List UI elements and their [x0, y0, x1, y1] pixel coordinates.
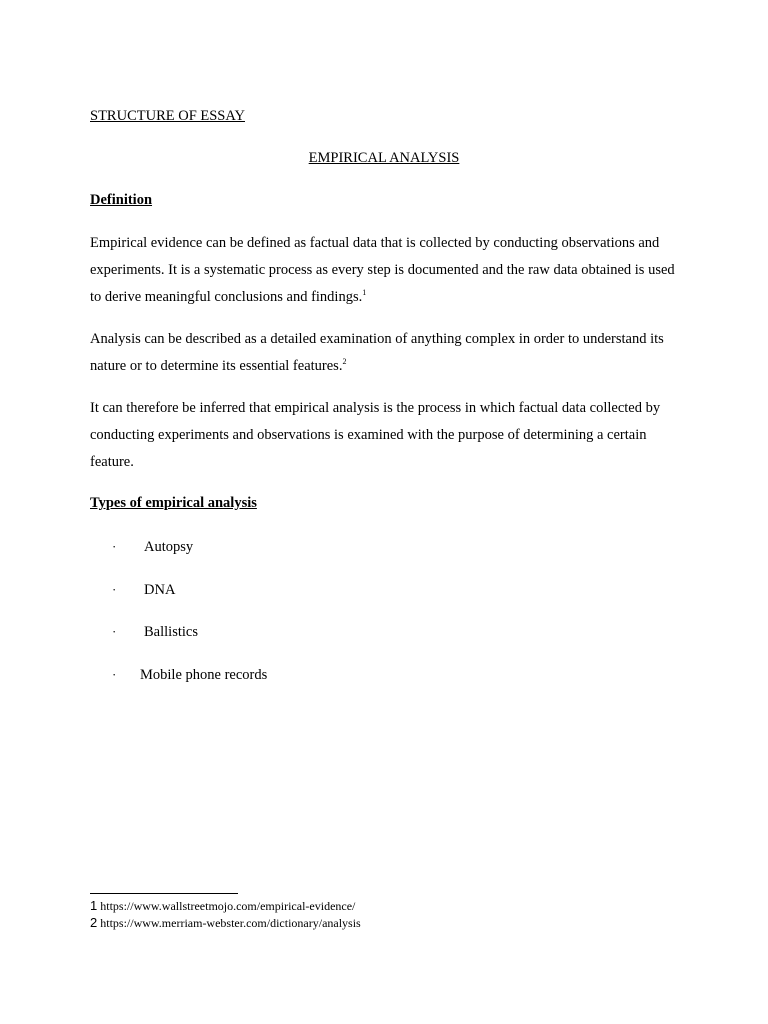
list-item-label: Mobile phone records: [140, 667, 268, 683]
types-heading: Types of empirical analysis: [90, 495, 257, 511]
bullet-icon: ·: [112, 624, 117, 639]
paragraph-text: Analysis can be described as a detailed examination of anything complex in order to understand its nature or to determine its essential features.: [90, 331, 664, 374]
section-title: EMPIRICAL ANALYSIS: [308, 150, 460, 166]
list-item-label: DNA: [144, 582, 176, 598]
paragraph-text: It can therefore be inferred that empirical analysis is the process in which factual data collected by conducting experiments and observations is examined with the purpose of determining a certain feature.: [90, 400, 661, 470]
footnote-ref: 2: [342, 357, 347, 367]
footnote-2: [90, 915, 361, 931]
footnote-number: 1: [90, 898, 98, 913]
document-title: STRUCTURE OF ESSAY: [90, 108, 245, 124]
footnote-link[interactable]: https://www.merriam-webster.com/dictionary/analysis: [100, 916, 361, 930]
footnote-number: 2: [90, 915, 98, 930]
footnote-link[interactable]: https://www.wallstreetmojo.com/empirical-evidence/: [100, 899, 356, 913]
bullet-icon: ·: [112, 667, 117, 682]
bullet-icon: ·: [112, 582, 117, 597]
footnote-ref: 1: [362, 288, 367, 298]
list-item-label: Ballistics: [144, 624, 198, 640]
bullet-icon: ·: [112, 539, 117, 554]
paragraph-empirical-evidence: [90, 230, 680, 311]
paragraph-text: Empirical evidence can be defined as factual data that is collected by conducting observations and experiments. It is a systematic process as every step is documented and the raw data obtained is used to derive meaningful conclusions and findings.: [90, 235, 675, 305]
paragraph-analysis: [90, 326, 680, 380]
paragraph-inference: [90, 395, 680, 476]
footnote-separator: [90, 893, 238, 894]
definition-heading: Definition: [90, 192, 153, 208]
footnote-1: [90, 898, 355, 914]
list-item-label: Autopsy: [144, 539, 194, 555]
